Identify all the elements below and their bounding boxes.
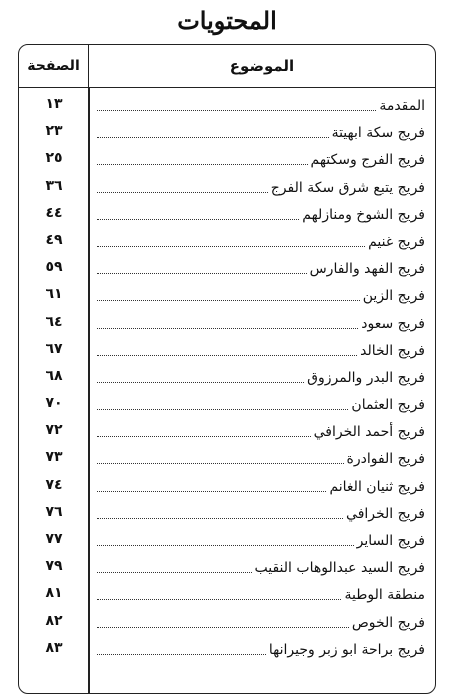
table-row	[19, 227, 435, 254]
topic-cell	[97, 526, 425, 553]
table-row	[19, 91, 435, 118]
dot-leader	[97, 436, 311, 437]
table-body	[19, 87, 435, 693]
topic-title: فريج أحمد الخرافي	[313, 424, 425, 441]
page-number: ٧٦	[45, 503, 63, 520]
dot-leader	[97, 382, 304, 383]
page-number: ٢٥	[45, 150, 63, 167]
table-row	[19, 608, 435, 635]
page-number: ٧٩	[45, 558, 63, 575]
dot-leader	[97, 491, 326, 492]
topic-title: فريج الشوخ ومنازلهم	[302, 206, 425, 223]
page-number: ٧٠	[45, 395, 63, 412]
topic-cell	[97, 363, 425, 390]
topic-title: فريج يتبع شرق سكة الفرج	[270, 179, 425, 196]
topic-cell	[97, 254, 425, 281]
page-number: ٦٧	[45, 340, 63, 357]
topic-title: فريج الفهد والفارس	[309, 261, 425, 278]
topic-title: فريج الخرافي	[346, 505, 425, 522]
topic-title: المقدمة	[379, 98, 425, 114]
page-number: ٦٨	[45, 367, 63, 384]
table-row	[19, 118, 435, 145]
topic-cell	[97, 553, 425, 580]
page-number: ٤٤	[45, 204, 63, 221]
dot-leader	[97, 599, 341, 600]
topic-title: فريج العثمان	[351, 397, 425, 414]
dot-leader	[97, 328, 358, 329]
topic-title: فريج الساير	[356, 533, 425, 549]
page-number: ٦٤	[45, 313, 63, 330]
topic-title: فريج سعود	[361, 315, 425, 332]
topic-title: فريج غنيم	[368, 233, 425, 250]
table-row	[19, 635, 435, 662]
page-number: ١٣	[45, 96, 63, 112]
topic-cell	[97, 336, 425, 363]
page-number: ٧٢	[45, 422, 63, 439]
table-row	[19, 444, 435, 471]
topic-cell	[97, 390, 425, 417]
topic-title: فريج سكة ابهيتة	[331, 125, 425, 142]
topic-cell	[97, 499, 425, 526]
page-number: ٧٤	[45, 476, 63, 493]
topic-cell	[97, 635, 425, 662]
table-row	[19, 173, 435, 200]
contents-table	[18, 44, 436, 694]
page-number: ٨٣	[45, 639, 63, 656]
dot-leader	[97, 246, 365, 247]
table-row	[19, 390, 435, 417]
dot-leader	[97, 463, 344, 464]
page-number: ٢٣	[45, 123, 63, 140]
table-row	[19, 309, 435, 336]
topic-cell	[97, 580, 425, 607]
table-row	[19, 580, 435, 607]
page-number: ٧٧	[45, 531, 63, 547]
table-row	[19, 145, 435, 172]
dot-leader	[97, 545, 354, 546]
dot-leader	[97, 409, 348, 410]
table-row	[19, 336, 435, 363]
topic-title: فريج الزين	[362, 288, 425, 305]
topic-cell	[97, 227, 425, 254]
dot-leader	[97, 110, 376, 111]
topic-cell	[97, 200, 425, 227]
dot-leader	[97, 219, 299, 220]
dot-leader	[97, 300, 360, 301]
topic-cell	[97, 281, 425, 308]
topic-cell	[97, 309, 425, 336]
topic-title: فريج براحة ابو زبر وجيرانها	[268, 641, 425, 658]
topic-title: منطقة الوطية	[344, 587, 425, 604]
topic-title: فريج الخوص	[351, 614, 425, 631]
topic-cell	[97, 118, 425, 145]
dot-leader	[97, 355, 357, 356]
topic-cell	[97, 145, 425, 172]
page-number: ٧٣	[45, 449, 63, 466]
topic-cell	[97, 472, 425, 499]
table-row	[19, 499, 435, 526]
topic-column-header: الموضوع	[229, 57, 295, 75]
dot-leader	[97, 164, 308, 165]
topic-title: فريج البدر والمرزوق	[307, 369, 425, 386]
table-row	[19, 526, 435, 553]
dot-leader	[97, 273, 307, 274]
page-number: ٥٩	[45, 259, 63, 276]
topic-cell	[97, 444, 425, 471]
topic-title: فريج الفرج وسكتهم	[310, 152, 425, 169]
table-header	[19, 45, 435, 88]
page-number: ٦١	[45, 286, 63, 303]
page-number: ٤٩	[45, 231, 63, 248]
dot-leader	[97, 654, 266, 655]
topic-cell	[97, 173, 425, 200]
topic-cell	[97, 608, 425, 635]
topic-cell	[97, 91, 425, 118]
topic-title: فريج ثنيان الغانم	[329, 478, 425, 495]
dot-leader	[97, 192, 268, 193]
topic-title: فريج السيد عبدالوهاب النقيب	[254, 560, 425, 577]
dot-leader	[97, 627, 349, 628]
dot-leader	[97, 572, 252, 573]
page-number: ٣٦	[45, 177, 63, 194]
page-number: ٨٢	[45, 612, 63, 629]
page-column-header: الصفحة	[19, 45, 89, 87]
page-title: المحتويات	[177, 6, 277, 35]
topic-title: فريج الفوادرة	[346, 451, 425, 468]
table-row	[19, 553, 435, 580]
table-row	[19, 254, 435, 281]
table-row	[19, 281, 435, 308]
table-row	[19, 417, 435, 444]
table-row	[19, 363, 435, 390]
topic-title: فريج الخالد	[360, 342, 425, 359]
dot-leader	[97, 137, 329, 138]
page-number: ٨١	[45, 585, 63, 602]
table-row	[19, 472, 435, 499]
table-row	[19, 200, 435, 227]
dot-leader	[97, 518, 343, 519]
topic-cell	[97, 417, 425, 444]
